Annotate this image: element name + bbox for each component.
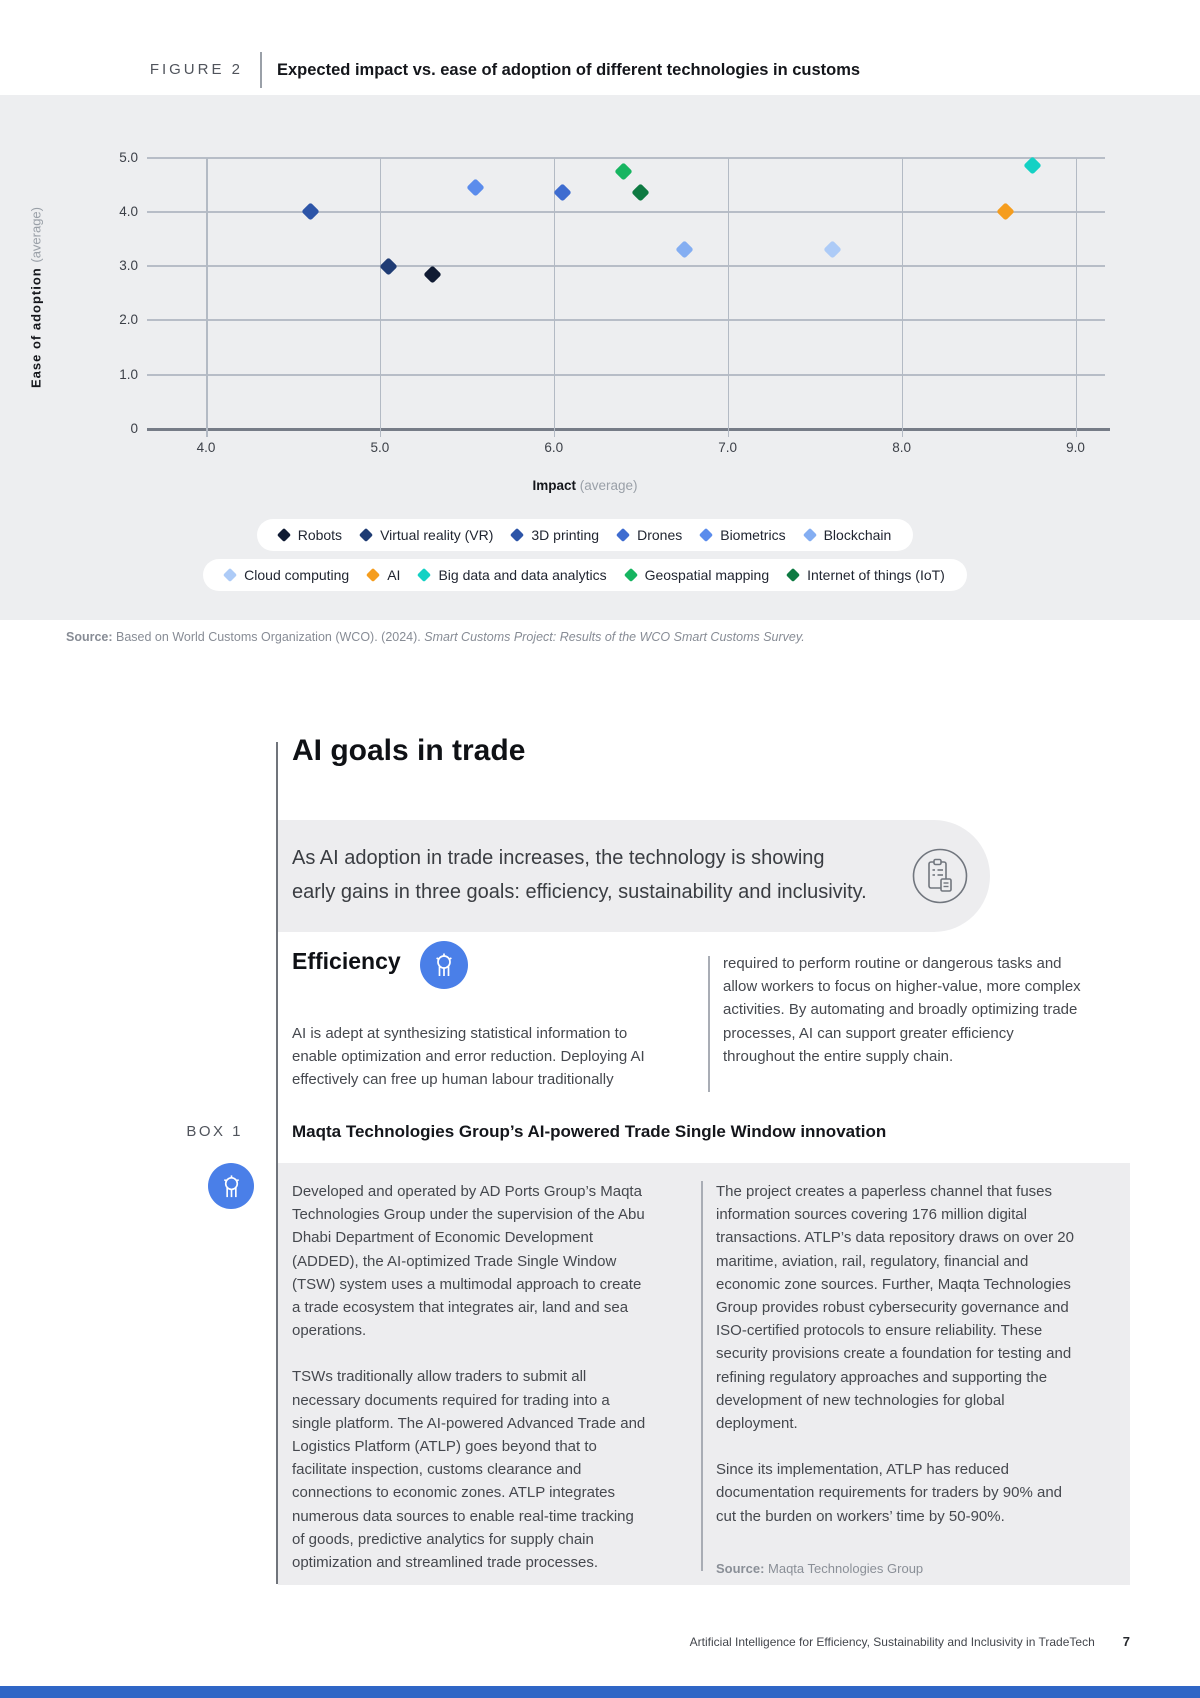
- x-tick-label: 4.0: [196, 440, 216, 455]
- y-tick-label: 5.0: [119, 149, 138, 165]
- legend-item-blockchain: Blockchain: [805, 527, 892, 543]
- box-column-divider: [701, 1181, 703, 1571]
- ai-chip-icon: [420, 941, 468, 989]
- data-point-robots: [423, 265, 441, 283]
- figure-source-text: Based on World Customs Organization (WCO). (2024).: [112, 630, 425, 644]
- page-number: 7: [1122, 1634, 1130, 1649]
- y-axis-title: Ease of adoption (average): [28, 207, 44, 388]
- x-gridline: [902, 158, 904, 437]
- box-paragraph: Developed and operated by AD Ports Group’s Maqta Technologies Group under the supervision of the Abu Dhabi Department of Economic Development (ADDED), the AI-optimized Trade Single Window (TSW) system uses a multimodal approach to create a trade ecosystem that integrates air, land and sea operations.: [292, 1183, 645, 1340]
- data-point-virtual-reality-vr: [379, 257, 397, 275]
- legend-diamond-icon: [624, 568, 638, 582]
- data-point-3d-printing: [301, 203, 319, 221]
- box-label: BOX 1: [186, 1123, 243, 1140]
- legend-pill-2: [203, 559, 967, 591]
- footer-title: Artificial Intelligence for Efficiency, Sustainability and Inclusivity in TradeTech: [689, 1635, 1095, 1649]
- y-tick-label: 2.0: [119, 312, 138, 328]
- x-gridline: [380, 158, 382, 437]
- y-gridline: [147, 428, 1110, 431]
- box-paragraph: TSWs traditionally allow traders to submit all necessary documents required for trading into a single platform. The AI-powered Advanced Trade and Logistics Platform (ATLP) goes beyond that to facilitate inspection, customs clearance and connections to economic zones. ATLP integrates numerous data sources to enable real-time tracking of goods, predictive analytics for supply chain optimization and streamlined trade processes.: [292, 1368, 646, 1572]
- y-gridline: [147, 265, 1105, 267]
- legend-diamond-icon: [699, 528, 713, 542]
- y-tick-label: 1.0: [119, 366, 138, 382]
- x-gridline: [1076, 158, 1078, 437]
- figure-source-prefix: Source:: [66, 630, 113, 644]
- legend-item-biometrics: Biometrics: [701, 527, 785, 543]
- y-gridline: [147, 374, 1105, 376]
- legend-item-virtual-reality-vr: Virtual reality (VR): [361, 527, 493, 543]
- box-content: [278, 1163, 1130, 1585]
- figure-header: [0, 52, 1200, 88]
- box-title: Maqta Technologies Group’s AI-powered Trade Single Window innovation: [292, 1122, 887, 1141]
- x-tick-label: 8.0: [892, 440, 911, 455]
- figure-source: [66, 630, 805, 644]
- legend-item-ai: AI: [368, 567, 400, 583]
- legend-diamond-icon: [510, 528, 524, 542]
- legend-pill-1: [257, 519, 914, 551]
- y-gridline: [147, 157, 1105, 159]
- legend-diamond-icon: [223, 568, 237, 582]
- legend-diamond-icon: [616, 528, 630, 542]
- x-gridline: [206, 158, 208, 437]
- legend-diamond-icon: [803, 528, 817, 542]
- ai-chip-icon-box: [208, 1163, 254, 1209]
- checklist-icon: [912, 848, 968, 909]
- scatter-chart: [0, 95, 1200, 620]
- legend-diamond-icon: [786, 568, 800, 582]
- bottom-accent-bar: [0, 1686, 1200, 1698]
- section-heading: AI goals in trade: [292, 734, 526, 767]
- legend-item-big-data-and-data-analytics: Big data and data analytics: [419, 567, 606, 583]
- x-gridline: [728, 158, 730, 437]
- intro-blurb-text: As AI adoption in trade increases, the technology is showing early gains in three goals: efficiency, sustainability and inclusivity.: [292, 847, 867, 903]
- legend-item-3d-printing: 3D printing: [512, 527, 599, 543]
- box-header: [0, 1117, 1200, 1147]
- data-point-cloud-computing: [823, 241, 841, 259]
- box-paragraph: The project creates a paperless channel that fuses information sources covering 176 million digital transactions. ATLP’s data repository draws on over 20 maritime, aviation, rail, regulatory, financial and economic zone sources. Further, Maqta Technologies Group provides robust cybersecurity governance and ISO-certified protocols to ensure reliability. These security provisions create a foundation for testing and refining regulatory approaches and supporting the development of new technologies for global deployment.: [716, 1183, 1074, 1433]
- legend-diamond-icon: [366, 568, 380, 582]
- legend-diamond-icon: [417, 568, 431, 582]
- legend-row-2: [0, 559, 1170, 591]
- efficiency-column-1: AI is adept at synthesizing statistical information to enable optimization and error reduction. Deploying AI effectively can free up human labour traditionally: [292, 1025, 645, 1089]
- y-gridline: [147, 319, 1105, 321]
- box-paragraph: Since its implementation, ATLP has reduced documentation requirements for traders by 90% and cut the burden on workers’ time by 50-90%.: [716, 1461, 1063, 1525]
- data-point-ai: [997, 203, 1015, 221]
- efficiency-heading: Efficiency: [292, 948, 401, 974]
- figure-label: FIGURE 2: [149, 61, 243, 78]
- box-column-1: [292, 1180, 650, 1574]
- x-tick-label: 5.0: [370, 440, 390, 455]
- data-point-geospatial-mapping: [614, 162, 632, 180]
- box-source: Source: Maqta Technologies Group: [716, 1560, 924, 1576]
- page-footer: [690, 1634, 1130, 1649]
- data-point-big-data-and-data-analytics: [1023, 157, 1041, 175]
- x-tick-label: 7.0: [718, 440, 738, 455]
- legend-row-1: [0, 519, 1170, 551]
- efficiency-column-2: required to perform routine or dangerous tasks and allow workers to focus on higher-value, more complex activities. By automating and broadly optimizing trade processes, AI can support greater efficiency throughout the entire supply chain.: [723, 955, 1081, 1065]
- legend-item-internet-of-things-iot: Internet of things (IoT): [788, 567, 945, 583]
- legend-item-robots: Robots: [279, 527, 342, 543]
- legend-item-drones: Drones: [618, 527, 682, 543]
- figure-title: Expected impact vs. ease of adoption of different technologies in customs: [277, 61, 861, 79]
- legend-diamond-icon: [277, 528, 291, 542]
- box-column-2: [716, 1180, 1082, 1580]
- efficiency-column-divider: [708, 956, 710, 1092]
- y-tick-label: 0: [130, 421, 138, 436]
- figure-source-citation: Smart Customs Project: Results of the WCO Smart Customs Survey.: [424, 630, 805, 644]
- x-tick-label: 6.0: [544, 440, 564, 455]
- x-tick-label: 9.0: [1066, 440, 1085, 455]
- data-point-internet-of-things-iot: [632, 184, 650, 202]
- data-point-blockchain: [675, 241, 693, 259]
- x-axis-title: Impact (average): [532, 478, 638, 493]
- data-point-drones: [553, 184, 571, 202]
- legend-diamond-icon: [359, 528, 373, 542]
- legend-item-geospatial-mapping: Geospatial mapping: [626, 567, 770, 583]
- data-point-biometrics: [466, 178, 484, 196]
- x-gridline: [554, 158, 556, 437]
- y-tick-label: 4.0: [119, 203, 138, 219]
- intro-blurb: [278, 820, 990, 932]
- y-gridline: [147, 211, 1105, 213]
- legend-item-cloud-computing: Cloud computing: [225, 567, 349, 583]
- y-tick-label: 3.0: [119, 258, 138, 274]
